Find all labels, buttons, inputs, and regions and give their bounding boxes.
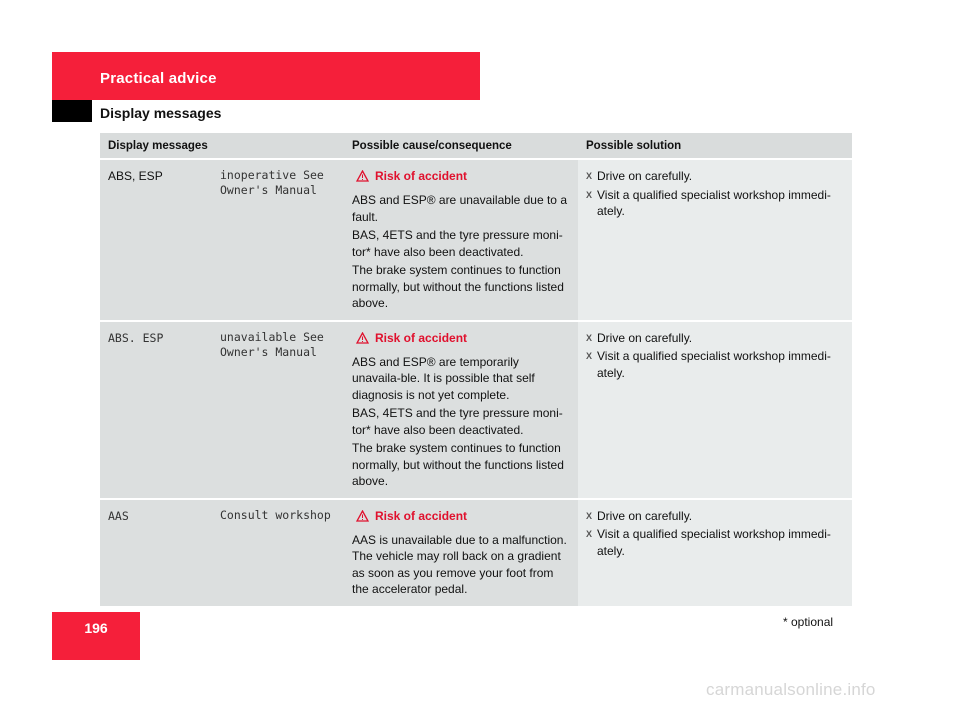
section-title: Practical advice <box>100 70 217 87</box>
footnote: * optional <box>783 615 834 629</box>
page-number: 196 <box>84 620 108 636</box>
message-label: ABS. ESP <box>108 330 164 345</box>
risk-warning-label: Risk of accident <box>375 330 468 345</box>
message-detail-cell <box>212 500 344 608</box>
consequence-text: AAS is unavailable due to a malfunction. The vehicle may roll back on a gradient as soon as you remove your foot from the accelerator pedal. <box>352 532 567 596</box>
solution-item: X Drive on carefully. <box>586 508 844 525</box>
message-detail: unavailable See Owner's Manual <box>220 329 324 359</box>
table-row <box>100 322 852 500</box>
consequence-cell <box>344 160 578 322</box>
column-header-cause: Possible cause/consequence <box>344 133 578 160</box>
warning-triangle-icon <box>356 332 369 344</box>
message-detail: inoperative See Owner's Manual <box>220 168 324 197</box>
risk-warning <box>352 168 570 184</box>
solution-item: X Drive on carefully. <box>586 168 844 185</box>
solution-list <box>586 330 844 382</box>
warning-triangle-icon <box>356 510 369 522</box>
table-row <box>100 500 852 608</box>
consequence-text: The brake system continues to function normally, but without the functions listed above. <box>352 263 564 310</box>
risk-warning-label: Risk of accident <box>375 508 468 523</box>
warning-triangle-icon <box>356 170 369 182</box>
watermark: carmanualsonline.info <box>706 680 876 699</box>
message-cell <box>100 500 212 608</box>
consequence-text: BAS, 4ETS and the tyre pressure moni-tor* have also been deactivated. <box>352 228 563 259</box>
consequence-text: BAS, 4ETS and the tyre pressure moni-tor* have also been deactivated. <box>352 406 563 437</box>
subsection-title: Display messages <box>100 105 222 121</box>
column-header-display-messages: Display messages <box>100 133 344 160</box>
consequence-cell <box>344 322 578 500</box>
message-label: ABS, ESP <box>108 169 163 183</box>
risk-warning <box>352 330 570 346</box>
solution-cell <box>578 500 852 608</box>
solution-item: X Visit a qualified specialist workshop immedi-ately. <box>586 526 844 559</box>
message-cell <box>100 322 212 500</box>
page-number-box <box>52 612 140 660</box>
table-row <box>100 160 852 322</box>
message-cell <box>100 160 212 322</box>
display-messages-table <box>100 133 852 608</box>
solution-item: X Visit a qualified specialist workshop immedi-ately. <box>586 348 844 381</box>
solution-list <box>586 168 844 220</box>
consequence-text: ABS and ESP® are temporarily unavaila-ble. It is possible that self diagnosis is not yet complete. <box>352 354 535 402</box>
section-tab-marker <box>52 100 92 122</box>
message-detail-cell <box>212 322 344 500</box>
consequence-cell <box>344 500 578 608</box>
consequence-text: ABS and ESP® are unavailable due to a fault. <box>352 193 567 224</box>
table-header-row <box>100 133 852 160</box>
message-detail-cell <box>212 160 344 322</box>
message-label: AAS <box>108 508 129 523</box>
risk-warning <box>352 508 570 524</box>
solution-cell <box>578 160 852 322</box>
message-detail: Consult workshop <box>220 507 331 522</box>
solution-item: X Drive on carefully. <box>586 330 844 347</box>
solution-item: X Visit a qualified specialist workshop immedi-ately. <box>586 187 844 220</box>
consequence-text: The brake system continues to function normally, but without the functions listed above. <box>352 441 564 488</box>
solution-cell <box>578 322 852 500</box>
column-header-solution: Possible solution <box>578 133 852 160</box>
risk-warning-label: Risk of accident <box>375 169 468 183</box>
solution-list <box>586 508 844 560</box>
